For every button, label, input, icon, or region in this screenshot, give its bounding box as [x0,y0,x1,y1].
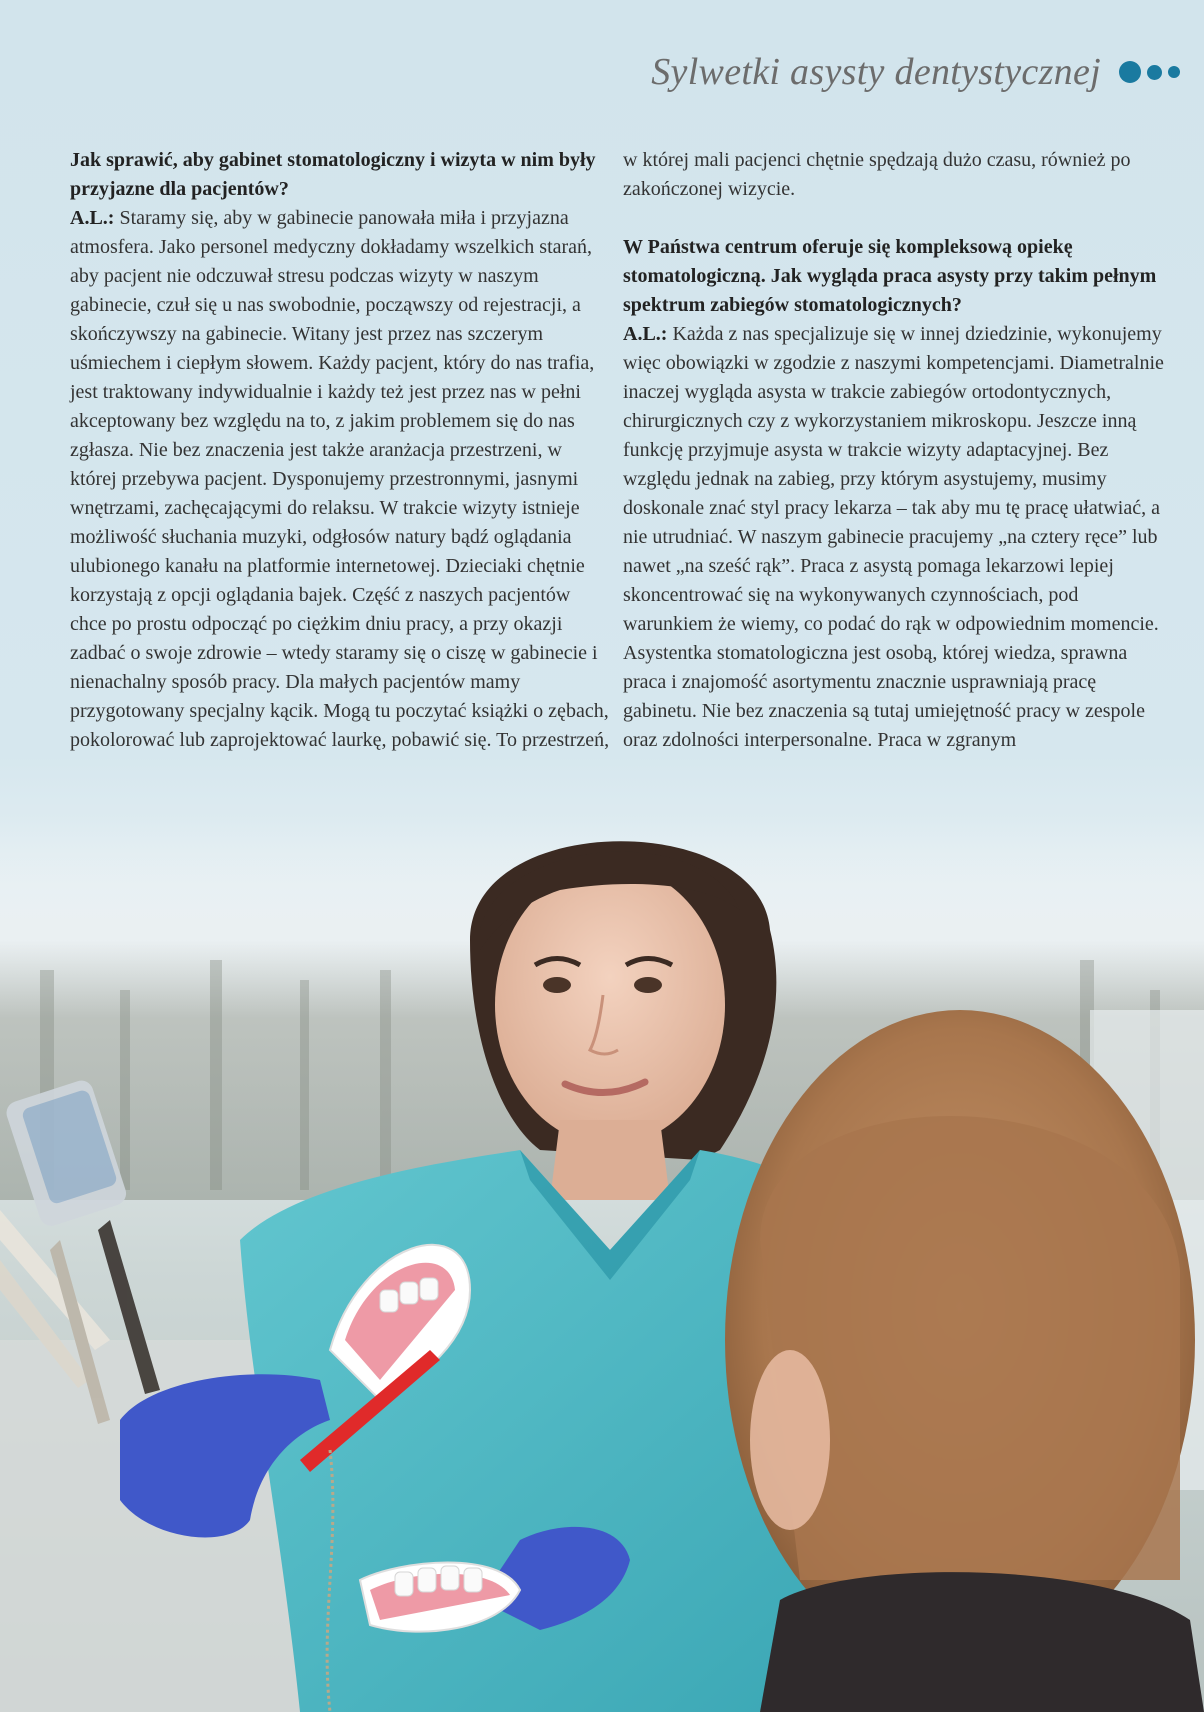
answer-2 [623,320,1171,755]
answer-label: A.L.: [623,323,668,345]
section-title: Sylwetki asysty dentystycznej [651,51,1101,93]
answer-1-continuation: w której mali pacjenci chętnie spędzają dużo czasu, również po zakończonej wizycie. [623,149,1131,200]
answer-2-text: Każda z nas specjalizuje się w innej dziedzinie, wykonujemy więc obowiązki w zgodzie z naszymi kompetencjami. Diametralnie inaczej wygląda asysta w trakcie zabiegów ortodontycznych, chirurgicznych czy z wykorzystaniem mikroskopu. Jeszcze inną funkcję przyjmuje asysta w trakcie wizyty adaptacyjnej. Bez względu jednak na zabieg, przy którym asystujemy, musimy doskonale znać styl pracy lekarza – tak aby mu tę pracę ułatwiać, a nie utrudniać. W naszym gabinecie pracujemy „na cztery ręce” lub nawet „na sześć rąk”. Praca z asystą pomaga lekarzowi lepiej skoncentrować się na wykonywanych czynnościach, pod warunkiem że wiemy, co podać do rąk w odpowiednim momencie. Asystentka stomatologiczna jest osobą, której wiedza, sprawna praca i znajomość asortymentu znacznie usprawniają pracę gabinetu. Nie bez znaczenia są tutaj umiejętność pracy w zespole oraz zdolności interpersonalne. Praca w zgranym [623,323,1164,751]
question-1: Jak sprawić, aby gabinet stomatologiczny i wizyta w nim były przyjazne dla pacjentów? [70,149,596,200]
article-column-left [70,146,610,755]
photo-dental-assistant [0,820,1204,1712]
article-column-right [623,146,1171,755]
page-header [651,42,1186,102]
answer-label: A.L.: [70,207,115,229]
question-2: W Państwa centrum oferuje się kompleksową opiekę stomatologiczną. Jak wygląda praca asysty przy takim pełnym spektrum zabiegów stomatologicznych? [623,236,1157,316]
decorative-dots-icon [1119,61,1186,83]
answer-1-text: Staramy się, aby w gabinecie panowała miła i przyjazna atmosfera. Jako personel medyczny dokładamy wszelkich starań, aby pacjent nie odczuwał stresu podczas wizyty w naszym gabinecie, czuł się u nas swobodnie, począwszy od rejestracji, a skończywszy na gabinecie. Witany jest przez nas szczerym uśmiechem i ciepłym słowem. Każdy pacjent, który do nas trafia, jest traktowany indywidualnie i każdy też jest przez nas w pełni akceptowany bez względu na to, z jakim problemem się do nas zgłasza. Nie bez znaczenia jest także aranżacja przestrzeni, w której przebywa pacjent. Dysponujemy przestronnymi, jasnymi wnętrzami, zachęcającymi do relaksu. W trakcie wizyty istnieje możliwość słuchania muzyki, odgłosów natury bądź oglądania ulubionego kanału na platformie internetowej. Dzieciaki chętnie korzystają z opcji oglądania bajek. Część z naszych pacjentów chce po prostu odpocząć po ciężkim dniu pracy, a przy okazji zadbać o swoje zdrowie – wtedy staramy się o ciszę w gabinecie i nienachalny sposób pracy. Dla małych pacjentów mamy przygotowany specjalny kącik. Mogą tu poczytać książki o zębach, pokolorować lub zaprojektować laurkę, pobawić się. To przestrzeń, [70,207,610,751]
answer-1 [70,204,610,755]
